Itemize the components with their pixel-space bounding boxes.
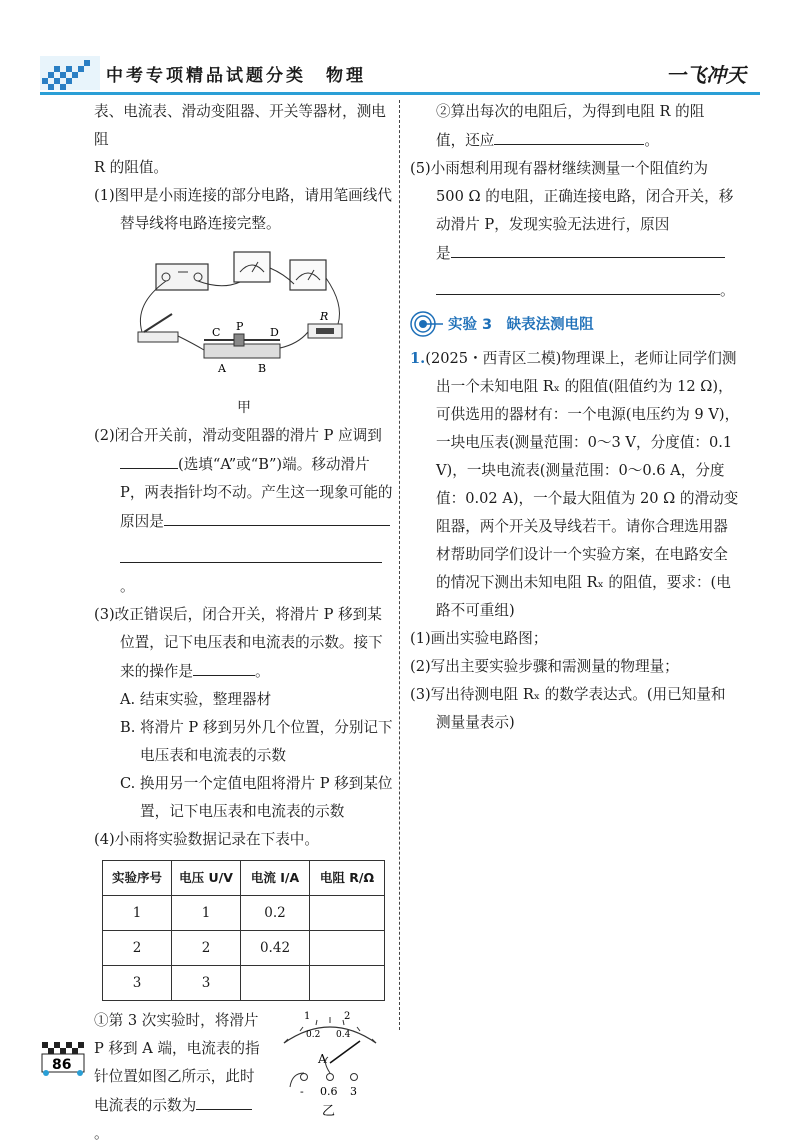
figure-jia-circuit xyxy=(94,244,394,394)
checkerboard-logo-icon xyxy=(40,56,100,90)
problem-1-number: 1. xyxy=(410,350,426,367)
page-header xyxy=(40,52,760,94)
answer-blank-2a[interactable] xyxy=(120,450,178,469)
label-C: C xyxy=(212,326,221,339)
table-cell: 3 xyxy=(103,966,172,1001)
table-row xyxy=(103,931,385,966)
question-2-line-2 xyxy=(94,450,394,479)
target-icon xyxy=(410,309,444,339)
question-5-answer-line xyxy=(410,239,740,268)
terminal-0-6: 0.6 xyxy=(320,1085,338,1098)
question-2-text-b: (选填“A”或“B”)端。移动滑片 xyxy=(178,456,370,473)
table-row xyxy=(103,966,385,1001)
left-column xyxy=(94,98,394,1148)
label-D: D xyxy=(270,326,279,339)
column-divider xyxy=(399,100,400,1030)
circuit-diagram-icon xyxy=(94,244,394,394)
section-heading xyxy=(410,311,740,341)
header-title: 中考专项精品试题分类 物理 xyxy=(106,66,366,86)
question-2-line-1: (2)闭合开关前，滑动变阻器的滑片 P 应调到 xyxy=(94,427,382,444)
header-divider xyxy=(40,92,760,95)
question-4-sub-1-text: ①第 3 次实验时，将滑片 P 移到 A 端，电流表的指针位置如图乙所示，此时电流表的示数为 xyxy=(94,1012,260,1114)
terminal-minus: - xyxy=(300,1085,304,1098)
scale-label-04: 0.4 xyxy=(336,1030,351,1040)
label-A: A xyxy=(218,362,226,375)
table-cell: 2 xyxy=(172,931,241,966)
page-number: 86 xyxy=(52,1057,72,1073)
question-2-line-4 xyxy=(94,507,394,536)
option-3b: B. 将滑片 P 移到另外几个位置，分别记下电压表和电流表的示数 xyxy=(120,719,393,764)
question-4-sub-2-text: 值，还应 xyxy=(436,132,495,149)
figure-yi-label: 乙 xyxy=(322,1104,336,1119)
problem-1-sub-3: (3)写出待测电阻 Rₓ 的数学表达式。(用已知量和测量量表示) xyxy=(410,686,726,731)
answer-line-2c[interactable]: 。 xyxy=(94,536,394,601)
question-4: (4)小雨将实验数据记录在下表中。 xyxy=(94,831,319,848)
data-table xyxy=(102,860,385,1001)
figure-jia-label: 甲 xyxy=(237,400,251,416)
ammeter-dial-icon xyxy=(270,1001,390,1121)
problem-1-sub-1: (1)画出实验电路图； xyxy=(410,630,548,647)
table-header: 电阻 R/Ω xyxy=(310,861,385,896)
intro-line-2: R 的阻值。 xyxy=(94,159,169,176)
answer-blank-4-1[interactable] xyxy=(196,1091,252,1110)
table-cell: 1 xyxy=(172,896,241,931)
figure-yi-ammeter xyxy=(270,1001,390,1121)
checkered-flag-icon xyxy=(40,1040,88,1076)
table-row xyxy=(103,896,385,931)
table-cell: 1 xyxy=(103,896,172,931)
intro-line-1: 表、电流表、滑动变阻器、开关等器材，测电阻 xyxy=(94,103,386,148)
problem-1 xyxy=(410,345,740,625)
answer-blank-2b[interactable] xyxy=(164,507,390,526)
scale-label-02: 0.2 xyxy=(306,1030,321,1040)
option-3a: A. 结束实验，整理器材 xyxy=(120,691,272,708)
table-header-row xyxy=(103,861,385,896)
label-B: B xyxy=(258,362,267,375)
answer-blank-5a[interactable] xyxy=(451,239,725,258)
question-1: (1)图甲是小雨连接的部分电路，请用笔画线代替导线将电路连接完整。 xyxy=(94,187,392,232)
table-header: 电流 I/A xyxy=(241,861,310,896)
problem-1-sub-2: (2)写出主要实验步骤和需测量的物理量； xyxy=(410,658,679,675)
scale-label-1: 1 xyxy=(304,1011,311,1022)
answer-line-5b[interactable]: 。 xyxy=(410,268,740,305)
problem-1-text: (2025・西青区二模)物理课上，老师让同学们测出一个未知电阻 Rₓ 的阻值(阻值约为 12 Ω)，可供选用的器材有：一个电源(电压约为 9 V)，一块电压表(测量范围：0～3 V，分度值：0.1 V)，一块电流表(测量范围：0～0.6 A，分度值：0.02 A)，一个最大阻值为 20 Ω 的滑动变阻器，两个开关及导线若干。请你合理选用器材帮助同学们设计一个实验方案，在电路安全的情况下测出未知电阻 Rₓ 的阻值，要求：(电路不可重组) xyxy=(425,350,740,619)
table-cell: 3 xyxy=(172,966,241,1001)
table-cell: 0.42 xyxy=(241,931,310,966)
question-4-sub-2-line-1: ②算出每次的电阻后，为得到电阻 R 的阻 xyxy=(436,103,705,120)
table-cell: 0.2 xyxy=(241,896,310,931)
terminal-3: 3 xyxy=(350,1085,357,1098)
question-4-sub-1: ①第 3 次实验时，将滑片 P 移到 A 端，电流表的指针位置如图乙所示，此时电流表的示数为。 1 2 0.2 0.4 A - 0.6 3 乙 xyxy=(94,1007,394,1148)
section-title: 实验 3 缺表法测电阻 xyxy=(448,317,594,333)
table-cell[interactable] xyxy=(310,931,385,966)
table-cell[interactable] xyxy=(310,896,385,931)
question-3-text: (3)改正错误后，闭合开关，将滑片 P 移到某位置，记下电压表和电流表的示数。接下来的操作是 xyxy=(94,606,383,680)
scale-label-2: 2 xyxy=(344,1011,351,1022)
question-2-line-3: P，两表指针均不动。产生这一现象可能的 xyxy=(120,484,393,501)
right-column xyxy=(410,98,740,737)
question-5-text-b: 是 xyxy=(436,245,451,262)
table-cell[interactable] xyxy=(241,966,310,1001)
question-2-text-d: 原因是 xyxy=(120,513,164,530)
brand-name: 一飞冲天 xyxy=(666,63,746,87)
table-cell: 2 xyxy=(103,931,172,966)
page-number-badge xyxy=(40,1040,88,1076)
question-4-sub-2-line-2: 值，还应 。 xyxy=(410,126,740,155)
answer-blank-4-2[interactable] xyxy=(494,126,644,145)
table-header: 实验序号 xyxy=(103,861,172,896)
option-3c: C. 换用另一个定值电阻将滑片 P 移到某位置，记下电压表和电流表的示数 xyxy=(120,775,393,820)
meter-unit: A xyxy=(318,1052,327,1066)
label-P: P xyxy=(236,320,244,333)
question-3: (3)改正错误后，闭合开关，将滑片 P 移到某位置，记下电压表和电流表的示数。接下来的操作是 。 xyxy=(94,606,383,680)
label-R: R xyxy=(320,310,329,323)
question-5: (5)小雨想利用现有器材继续测量一个阻值约为 500 Ω 的电阻，正确连接电路，闭合开关，移动滑片 P，发现实验无法进行，原因 xyxy=(410,160,734,233)
answer-blank-3[interactable] xyxy=(193,657,255,676)
table-cell[interactable] xyxy=(310,966,385,1001)
table-header: 电压 U/V xyxy=(172,861,241,896)
